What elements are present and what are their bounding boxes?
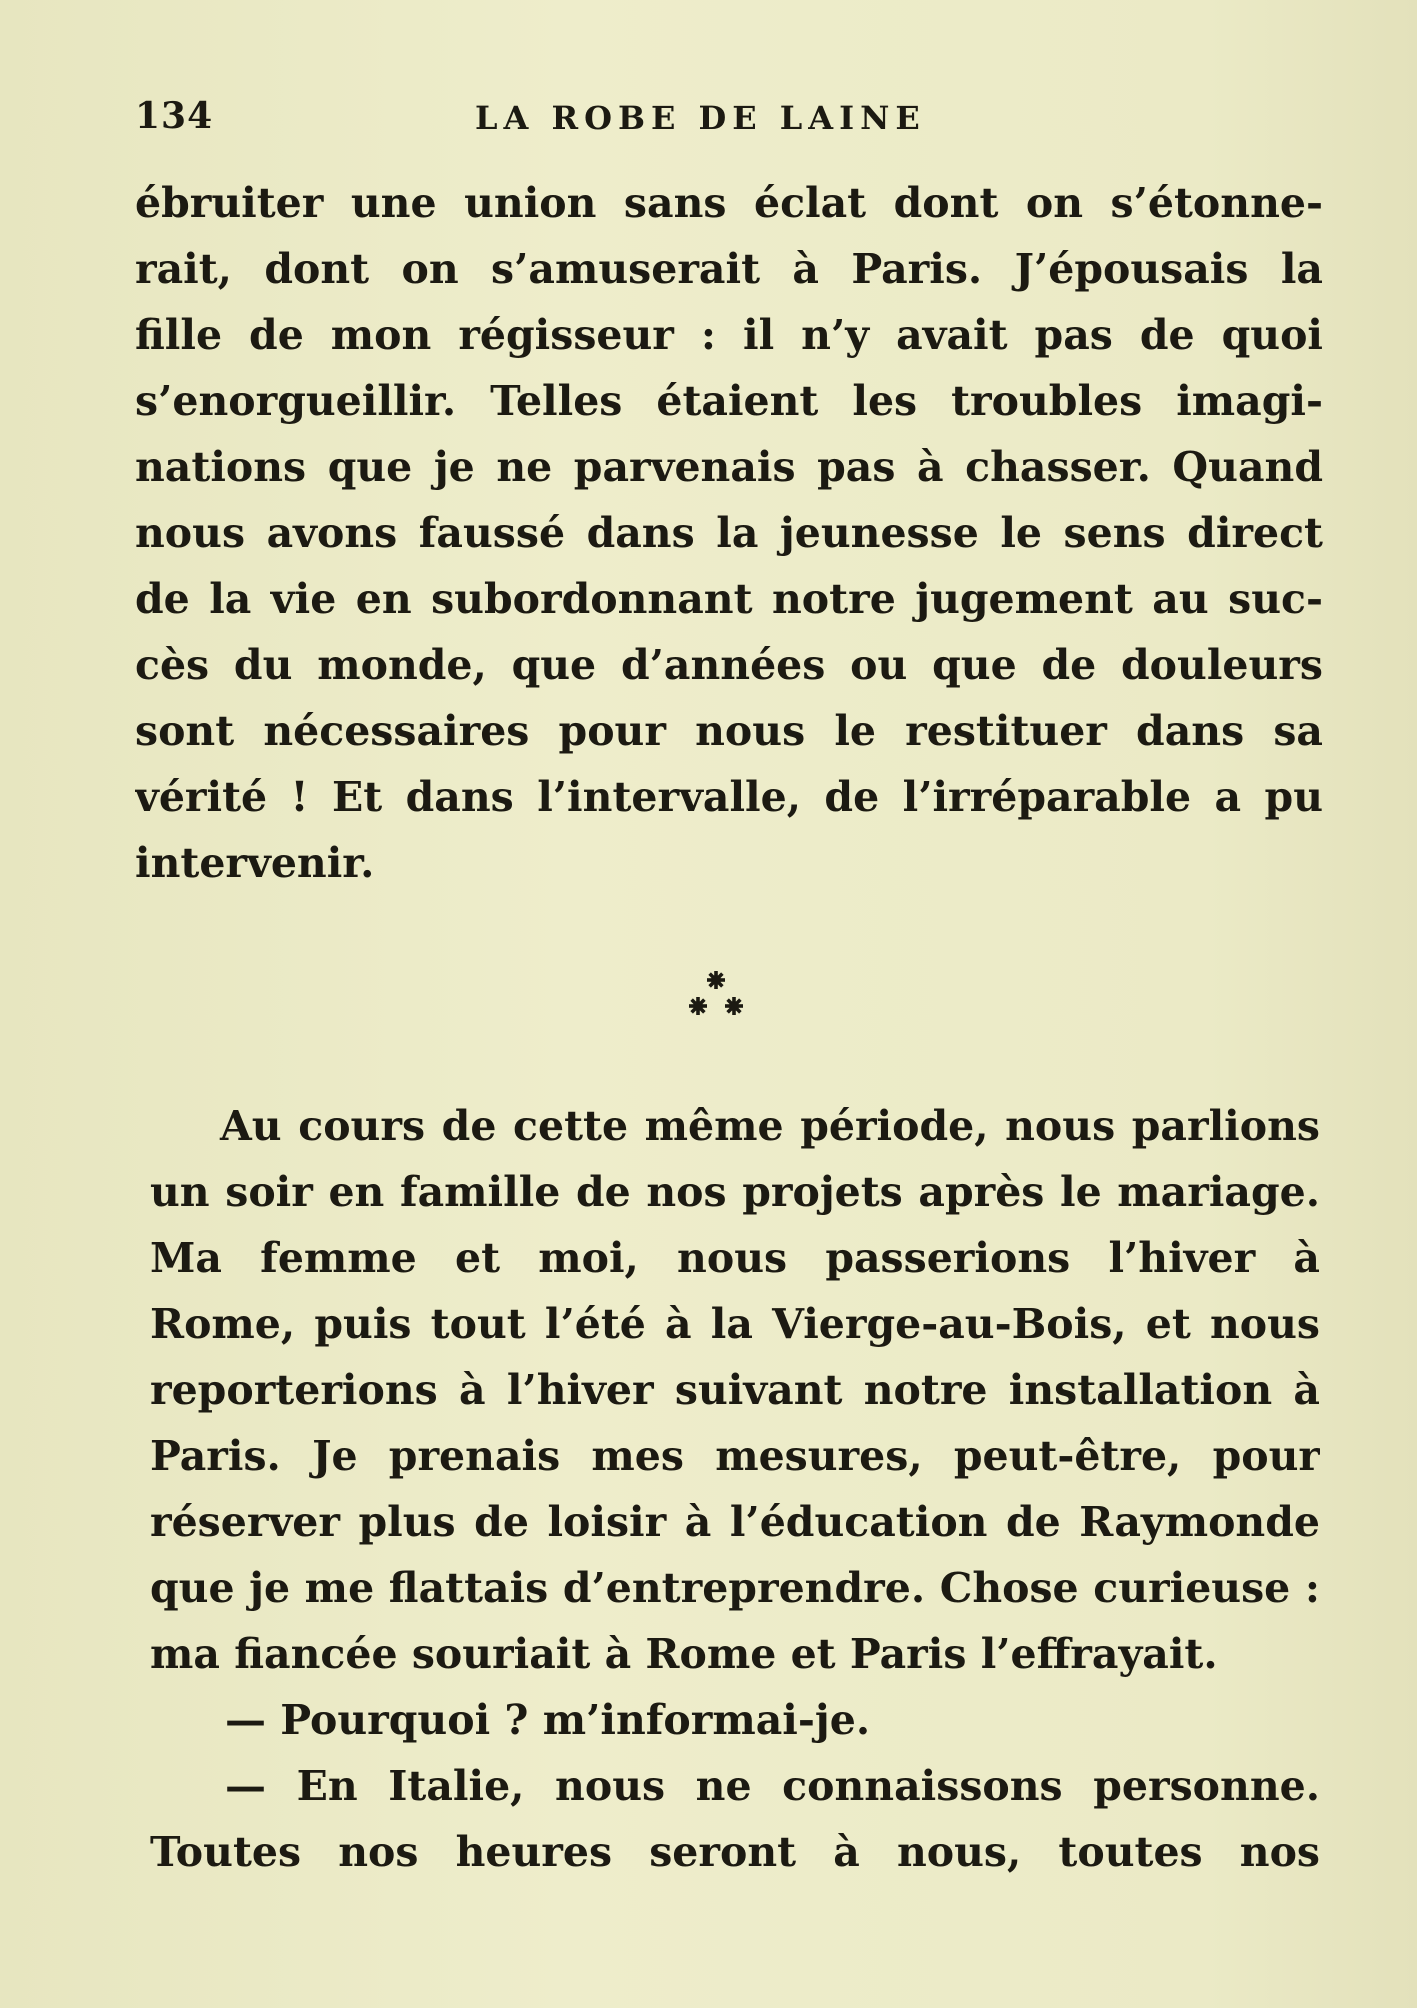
text-line: un soir en famille de nos projets après le mariage. [150, 1168, 1320, 1216]
text-line: fille de mon régisseur : il n’y avait pas de quoi [135, 311, 1323, 359]
text-line: de la vie en subordonnant notre jugement au suc- [135, 575, 1323, 623]
asterisk-icon [725, 997, 743, 1015]
page-number: 134 [135, 95, 214, 137]
text-line: Au cours de cette même période, nous parlions [220, 1102, 1320, 1150]
paragraph-1 [135, 170, 1323, 896]
text-line: sont nécessaires pour nous le restituer dans sa [135, 707, 1323, 755]
text-line: Toutes nos heures seront à nous, toutes nos [150, 1828, 1320, 1876]
text-line: Paris. Je prenais mes mesures, peut-être, pour [150, 1432, 1320, 1480]
paragraph-2 [150, 1093, 1320, 1885]
text-line: reporterions à l’hiver suivant notre installation à [150, 1366, 1320, 1414]
running-title: LA ROBE DE LAINE [475, 99, 926, 137]
text-line: réserver plus de loisir à l’éducation de Raymonde [150, 1498, 1320, 1546]
text-line: s’enorgueillir. Telles étaient les troubles imagi- [135, 377, 1323, 425]
dialogue-line: — Pourquoi ? m’informai-je. [225, 1696, 871, 1744]
text-line: cès du monde, que d’années ou que de douleurs [135, 641, 1323, 689]
asterisk-icon [707, 971, 725, 989]
text-line: ma fiancée souriait à Rome et Paris l’effrayait. [150, 1630, 1218, 1678]
text-line: que je me flattais d’entreprendre. Chose curieuse : [150, 1564, 1320, 1612]
running-header [135, 95, 1325, 155]
text-line: vérité ! Et dans l’intervalle, de l’irréparable a pu [135, 773, 1323, 821]
dialogue-line: — En Italie, nous ne connaissons personne. [225, 1762, 1320, 1810]
text-line: nous avons faussé dans la jeunesse le sens direct [135, 509, 1323, 557]
text-line: ébruiter une union sans éclat dont on s’étonne- [135, 179, 1323, 227]
text-line: nations que je ne parvenais pas à chasser. Quand [135, 443, 1323, 491]
asterisk-icon [689, 997, 707, 1015]
text-line: rait, dont on s’amuserait à Paris. J’épousais la [135, 245, 1323, 293]
text-line: intervenir. [135, 839, 375, 887]
text-line: Rome, puis tout l’été à la Vierge-au-Bois, et nous [150, 1300, 1320, 1348]
text-line: Ma femme et moi, nous passerions l’hiver à [150, 1234, 1320, 1282]
asterism-separator [686, 966, 746, 1026]
